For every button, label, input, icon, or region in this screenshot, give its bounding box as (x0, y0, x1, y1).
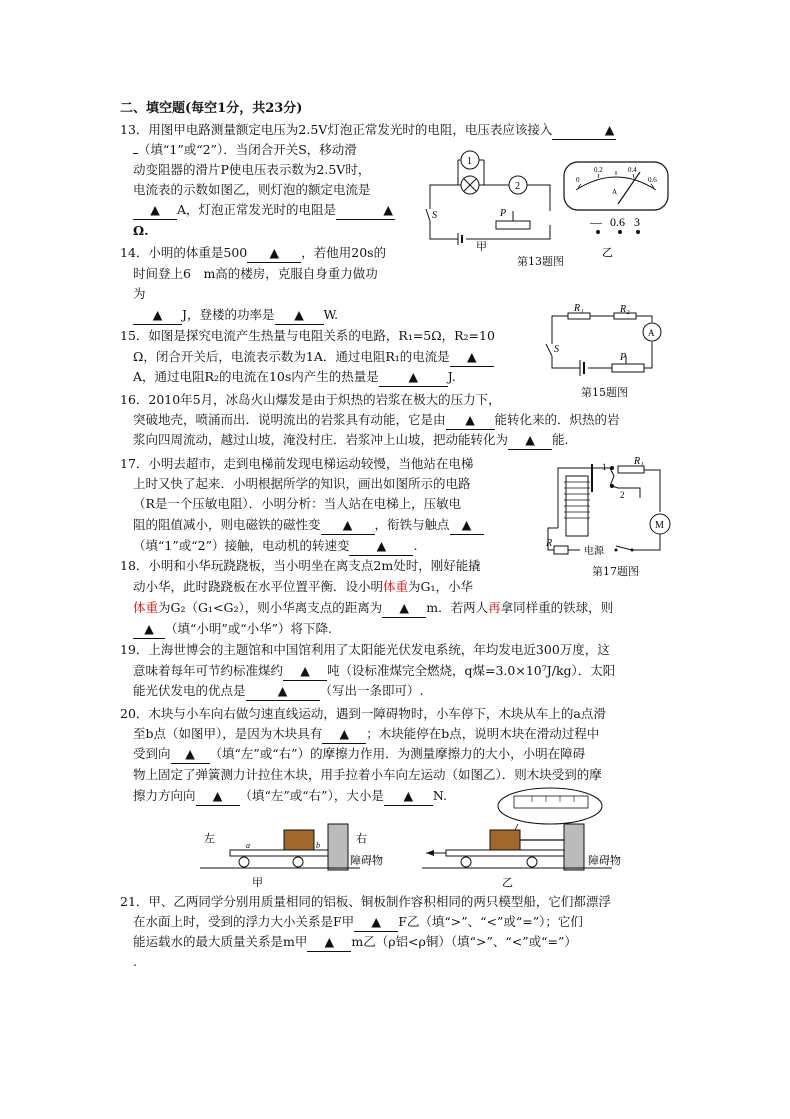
q17-label-1: 1 (602, 462, 607, 472)
q20-line3: 受到向 ▲ （填“左”或“右”）的摩擦力作用．为测量摩擦力的大小，小明在障碍 (133, 745, 585, 764)
q21-line3: 能运载水的最大质量关系是m甲 ▲ m乙（ρ铝<ρ铜）（填“>”、“<”或“=”） (133, 933, 577, 952)
q17-caption: 第17题图 (592, 565, 639, 578)
q19-blank1[interactable]: ▲ (283, 662, 327, 681)
q16-blank1[interactable]: ▲ (446, 411, 495, 430)
q17-line2: 上时又快了起来．小明根据所学的知识，画出如图所示的电路 (133, 476, 471, 491)
section-title: 二、填空题(每空1分，共23分) (120, 101, 303, 116)
q20-line1: 20．木块与小车向右做匀速直线运动，遇到一障碍物时，小车停下，木块从车上的a点滑 (120, 706, 606, 721)
q13-fig-jia: 甲 (476, 241, 487, 253)
meter-tick-02: 0.2 (594, 166, 603, 174)
q19-line3: 能光伏发电的优点是 ▲ （写出一条即可）. (133, 682, 424, 701)
q17-label-m: M (655, 520, 664, 531)
q19-line2: 意味着每年可节约标准煤约 ▲ 吨（设标准煤完全燃烧，q煤=3.0×10⁷J/kg）．太阳 (133, 662, 615, 681)
q15-label-a: A (648, 328, 655, 338)
q18-line2: 动小华，此时跷跷板在水平位置平衡．设小明体重为G₁，小华 (133, 579, 474, 594)
q20-blank3[interactable]: ▲ (196, 787, 240, 806)
q15-line1: 15．如图是探究电流产生热量与电阻关系的电路，R₁=5Ω，R₂=10 (120, 328, 495, 343)
q19-blank2[interactable]: ▲ (246, 682, 320, 701)
q15-caption: 第15题图 (581, 386, 628, 399)
q20-figure-jia (200, 820, 400, 888)
q19-line1: 19．上海世博会的主题馆和中国馆利用了太阳能光伏发电系统，年均发电近300万度，这 (120, 642, 610, 657)
q16-line3: 浆向四周流动，越过山坡，淹没村庄．岩浆冲上山坡，把动能转化为 ▲ 能. (133, 431, 569, 450)
q21-line2: 在水面上时，受到的浮力大小关系是F甲 ▲ F乙（填“>”、“<”或“=”）；它们 (133, 913, 583, 932)
q18-blank2[interactable]: ▲ (133, 620, 165, 639)
meter-terminal-neg: — (590, 215, 602, 229)
q21-line1: 21．甲、乙两同学分别用质量相同的铝板、铜板制作容积相同的两只模型船，它们都漂浮 (120, 894, 611, 909)
q15-line2: Ω，闭合开关后，电流表示数为1A．通过电阻R₁的电流是 ▲ (133, 348, 494, 367)
q15-label-p: P (620, 352, 627, 363)
q14-line2: 时间登上6 m高的楼房，克服自身重力做功 (133, 266, 378, 281)
meter-terminal-3: 3 (634, 215, 640, 229)
q20-figure-yi (422, 784, 652, 888)
q20-label-a: a (246, 841, 250, 850)
q13-blank3[interactable]: ▲ (336, 201, 395, 220)
q17-line5: （填“1”或“2”）接触，电动机的转速变 ▲ . (133, 537, 417, 556)
meter-tick-0: 0 (576, 176, 580, 184)
q17-line3: （R是一个压敏电阻）．小明分析：当人站在电梯上，压敏电 (133, 496, 462, 511)
q20-line2: 至b点（如图甲），是因为木块具有 ▲ ；木块能停在b点，说明木块在滑动过程中 (133, 725, 599, 744)
q20-label-b: b (316, 841, 320, 850)
q20-fig-jia: 甲 (252, 877, 263, 889)
q20-line5: 擦力方向向 ▲ （填“左”或“右”），大小是 ▲ N. (133, 787, 447, 806)
q16-line1: 16．2010年5月，冰岛火山爆发是由于炽热的岩浆在极大的压力下， (120, 392, 501, 407)
q13-line1: 13．用图甲电路测量额定电压为2.5V灯泡正常发光时的电阻，电压表应该接入 ▲ (120, 121, 616, 140)
q13-label-p: P (500, 208, 507, 219)
q13-ammeter-diagram (560, 160, 672, 260)
q13-caption: 第13题图 (517, 255, 564, 268)
q20-fig-yi: 乙 (502, 877, 513, 889)
q13-line3: 动变阻器的滑片P使电压表示数为2.5V时， (133, 162, 371, 177)
q20-label-obstacle-yi: 障碍物 (588, 855, 621, 867)
q16-line2: 突破地壳，喷涌而出．说明流出的岩浆具有动能，它是由 ▲ 能转化来的．炽热的岩 (133, 411, 620, 430)
q14-blank3[interactable]: ▲ (275, 306, 324, 325)
q20-line4: 物上固定了弹簧测力计拉住木块，用手拉着小车向左运动（如图乙）．则木块受到的摩 (133, 767, 602, 782)
q21-line4: . (133, 954, 137, 969)
q14-line1: 14．小明的体重是500 ▲ ，若他用20s的 (120, 244, 386, 263)
q18-line4: ▲ （填“小明”或“小华”）将下降. (133, 620, 332, 639)
q20-label-left: 左 (204, 833, 215, 845)
q15-label-s: S (554, 344, 559, 355)
q20-blank2[interactable]: ▲ (171, 745, 210, 764)
meter-unit: A (612, 188, 618, 196)
q13-blank1[interactable]: ▲ (552, 121, 616, 140)
q13-label-s: S (432, 210, 437, 221)
q20-label-obstacle-jia: 障碍物 (350, 855, 383, 867)
q15-blank1[interactable]: ▲ (450, 348, 494, 367)
meter-terminal-06: 0.6 (610, 215, 625, 229)
q13-label-2: 2 (515, 181, 520, 192)
q13-line4: 电流表的示数如图乙，则灯泡的额定电流是 (133, 182, 371, 197)
q13-line2: （填“1”或“2”）．当闭合开关S，移动滑 (133, 141, 357, 159)
q13-label-1: 1 (467, 156, 472, 167)
q13-line6: Ω. (133, 223, 149, 238)
q15-circuit-diagram (540, 303, 675, 382)
q17-blank2[interactable]: ▲ (450, 516, 484, 535)
q17-blank3[interactable]: ▲ (349, 537, 413, 556)
q14-blank2[interactable]: ▲ (133, 306, 182, 325)
q17-blank1[interactable]: ▲ (321, 516, 375, 535)
q17-label-power: 电源 (584, 546, 604, 557)
q16-blank2[interactable]: ▲ (508, 431, 552, 450)
q14-line3: 为 (133, 286, 146, 301)
q17-line1: 17．小明去超市，走到电梯前发现电梯运动较慢，当他站在电梯 (120, 456, 474, 471)
q13-line5: ▲ A，灯泡正常发光时的电阻是 ▲ (133, 201, 395, 220)
q15-line3: A，通过电阻R₂的电流在10s内产生的热量是 ▲ J. (133, 368, 456, 387)
q15-blank2[interactable]: ▲ (379, 368, 448, 387)
q14-blank1[interactable]: ▲ (247, 244, 301, 263)
q21-blank2[interactable]: ▲ (307, 933, 351, 952)
q17-label-r1: R₁ (634, 456, 644, 467)
q17-line4: 阻的阻值减小，则电磁铁的磁性变 ▲ ，衔铁与触点 ▲ (133, 516, 484, 535)
q15-label-r2: R₂ (620, 304, 630, 315)
q18-blank1[interactable]: ▲ (382, 599, 426, 618)
q20-blank1[interactable]: ▲ (322, 725, 366, 744)
q14-line4: ▲ J，登楼的功率是 ▲ W. (133, 306, 338, 325)
q18-line3: 体重为G₂（G₁<G₂），则小华离支点的距离为 ▲ m．若两人再拿同样重的铁球，则 (133, 599, 613, 618)
q20-blank4[interactable]: ▲ (384, 787, 433, 806)
q17-label-2: 2 (620, 490, 625, 500)
q13-blank2[interactable]: ▲ (133, 201, 177, 220)
q17-label-r: R (546, 538, 553, 549)
q15-label-r1: R₁ (574, 303, 584, 314)
q21-blank1[interactable]: ▲ (354, 913, 398, 932)
q18-line1: 18．小明和小华玩跷跷板，当小明坐在离支点2m处时，刚好能撬 (120, 558, 481, 573)
q20-label-right: 右 (356, 833, 367, 845)
q13-circuit-diagram (418, 143, 558, 253)
q17-relay-circuit-diagram (540, 458, 680, 566)
meter-tick-06: 0.6 (648, 176, 657, 184)
meter-tick-04: 0.4 (628, 166, 637, 174)
q13-fig-yi: 乙 (602, 247, 613, 259)
